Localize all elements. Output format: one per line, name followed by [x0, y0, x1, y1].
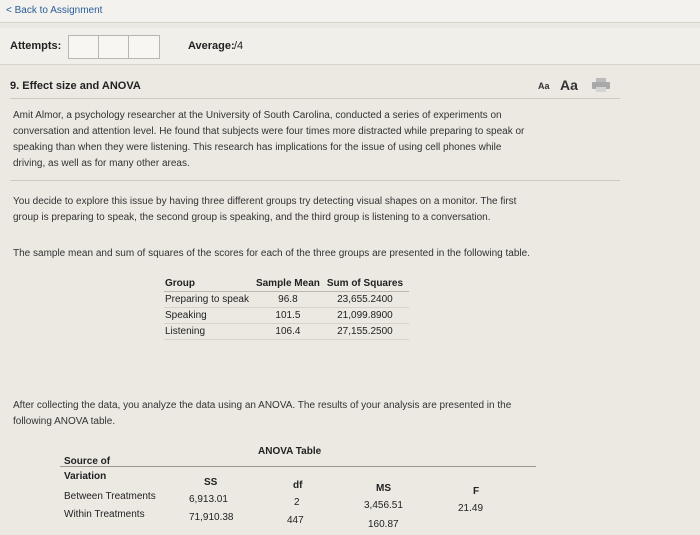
- average-value: /4: [234, 40, 244, 52]
- font-size-increase-button[interactable]: Aa: [560, 77, 578, 93]
- table-row: [164, 308, 409, 324]
- print-icon[interactable]: [592, 78, 610, 92]
- sum-of-squares: 21,099.8900: [326, 308, 409, 324]
- group-name: Speaking: [164, 308, 255, 324]
- text-line: driving, as well as for many other areas.: [13, 158, 190, 169]
- table-row: [164, 292, 409, 308]
- anova-top-rule: [60, 466, 536, 467]
- divider: [10, 180, 620, 181]
- anova-source-header-line1: Source of: [64, 456, 111, 467]
- anova-f-header: F: [473, 486, 480, 497]
- anova-ms-header: MS: [376, 483, 391, 494]
- font-size-decrease-button[interactable]: Aa: [538, 81, 550, 91]
- average-label: Average:: [188, 40, 235, 52]
- anova-df-header: df: [293, 480, 303, 491]
- group-table: [164, 276, 409, 340]
- table-intro-paragraph: The sample mean and sum of squares of the scores for each of the three groups are presented in the following table.: [13, 248, 530, 259]
- group-name: Preparing to speak: [164, 292, 255, 308]
- attempt-box-2: [98, 35, 130, 59]
- header-sum-of-squares: Sum of Squares: [326, 276, 409, 292]
- text-line: speaking than when they were listening. This research has implications for the issue of using cell phones while: [13, 142, 502, 153]
- question-title: 9. Effect size and ANOVA: [10, 80, 141, 92]
- text-line: After collecting the data, you analyze the data using an ANOVA. The results of your analysis are presented in the: [13, 400, 512, 411]
- attempt-box-3: [128, 35, 160, 59]
- anova-source-header-line2: Variation: [64, 471, 107, 482]
- design-paragraph: [13, 194, 516, 226]
- anova-ms-within: 160.87: [368, 519, 399, 530]
- text-line: You decide to explore this issue by having three different groups try detecting visual shapes on a monitor. The first: [13, 196, 517, 207]
- table-row: [164, 324, 409, 340]
- text-line: group is preparing to speak, the second group is speaking, and the third group is listening to a conversation.: [13, 212, 491, 223]
- group-name: Listening: [164, 324, 255, 340]
- anova-intro-paragraph: [13, 398, 511, 430]
- table-header-row: [164, 276, 409, 292]
- anova-ss-between: 6,913.01: [189, 494, 228, 505]
- text-line: following ANOVA table.: [13, 416, 116, 427]
- intro-paragraph: [13, 108, 524, 172]
- header-group: Group: [164, 276, 255, 292]
- attempts-label: Attempts:: [10, 40, 62, 52]
- attempt-box-1: [68, 35, 100, 59]
- sample-mean: 101.5: [255, 308, 326, 324]
- anova-f-between: 21.49: [458, 503, 484, 514]
- divider: [10, 98, 620, 99]
- sample-mean: 106.4: [255, 324, 326, 340]
- text-line: conversation and attention level. He found that subjects were four times more distracted while preparing to speak or: [13, 126, 525, 137]
- anova-df-between: 2: [294, 497, 300, 508]
- text-line: Amit Almor, a psychology researcher at the University of South Carolina, conducted a series of experiments on: [13, 110, 502, 121]
- anova-source-between: Between Treatments: [64, 491, 156, 502]
- attempts-row: [0, 28, 700, 65]
- anova-source-within: Within Treatments: [64, 509, 145, 520]
- sum-of-squares: 23,655.2400: [326, 292, 409, 308]
- anova-ss-within: 71,910.38: [189, 512, 234, 523]
- header-sample-mean: Sample Mean: [255, 276, 326, 292]
- anova-ms-between: 3,456.51: [364, 500, 403, 511]
- sample-mean: 96.8: [255, 292, 326, 308]
- anova-table-title: ANOVA Table: [258, 446, 322, 457]
- back-to-assignment-link[interactable]: < Back to Assignment: [6, 5, 103, 16]
- top-bar: [0, 0, 700, 23]
- sum-of-squares: 27,155.2500: [326, 324, 409, 340]
- anova-ss-header: SS: [204, 477, 218, 488]
- anova-df-within: 447: [287, 515, 304, 526]
